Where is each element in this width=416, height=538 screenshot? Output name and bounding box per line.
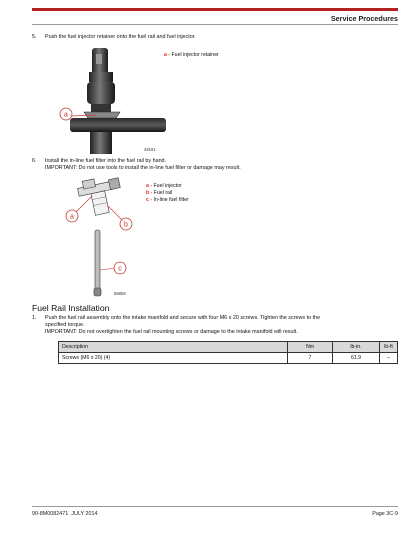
table-cell: 7 [288, 353, 333, 364]
table-cell: 61.9 [333, 353, 380, 364]
legend-label: Fuel rail [153, 190, 173, 196]
figure-id: 55858 [114, 291, 126, 296]
step-text: Push the fuel rail assembly onto the intake manifold and secure with four M6 x 20 screws. Tighten the screws to the [45, 315, 321, 321]
column-header: lb-ft [380, 342, 398, 353]
legend-label: In-line fuel filter [153, 197, 189, 203]
page-number: Page 3C-9 [372, 511, 398, 517]
important-note: IMPORTANT: Do not use tools to install the in-line fuel filter or damage may result. [45, 165, 241, 171]
table-cell: Screws (M6 x 20) (4) [59, 353, 288, 364]
legend-item [164, 52, 219, 59]
section-title: Fuel Rail Installation [32, 303, 110, 313]
figure-id: 48191 [144, 147, 156, 152]
legend-item [146, 197, 189, 204]
step-number: 6. [32, 158, 37, 164]
legend-label: Fuel injector retainer [171, 52, 219, 58]
legend-list [146, 183, 189, 204]
legend-letter: a - [146, 183, 153, 189]
doc-number: 90-8M0082471 [32, 511, 69, 517]
table-header-row [59, 342, 398, 353]
legend-letter: c - [146, 197, 153, 203]
step-text-continued: specified torque. [45, 322, 85, 328]
step-text: Push the fuel injector retainer onto the fuel rail and fuel injector. [45, 34, 196, 40]
step-5 [32, 34, 196, 41]
step-number: 5. [32, 34, 37, 40]
doc-date: JULY 2014 [71, 511, 98, 517]
column-header: Nm [288, 342, 333, 353]
legend-letter: a - [164, 52, 171, 58]
callout-b: b [124, 221, 128, 229]
figure-fuel-injector-retainer [56, 44, 176, 156]
table-cell: – [380, 353, 398, 364]
important-note: IMPORTANT: Do not overtighten the fuel rail mounting screws or damage to the intake manifold will result. [45, 329, 298, 335]
callout-a: a [70, 213, 74, 221]
legend-letter: b - [146, 190, 153, 196]
step-1 [32, 315, 402, 322]
footer-doc-info [32, 511, 97, 517]
header-divider [32, 24, 398, 25]
legend-item [146, 190, 189, 197]
footer-divider [32, 506, 398, 507]
header-accent-rule [32, 8, 398, 11]
legend-label: Fuel injector [153, 183, 182, 189]
column-header: Description [59, 342, 288, 353]
callout-c: c [118, 265, 122, 273]
header-title: Service Procedures [330, 14, 398, 23]
column-header: lb-in. [333, 342, 380, 353]
legend-item [146, 183, 189, 190]
callout-a: a [64, 111, 68, 119]
figure-inline-fuel-filter [62, 176, 140, 302]
step-number: 1. [32, 315, 37, 321]
step-text: Install the in-line fuel filter into the fuel rail by hand. [45, 158, 167, 164]
step-6 [32, 158, 166, 165]
table-row [59, 353, 398, 364]
torque-spec-table [58, 341, 398, 364]
